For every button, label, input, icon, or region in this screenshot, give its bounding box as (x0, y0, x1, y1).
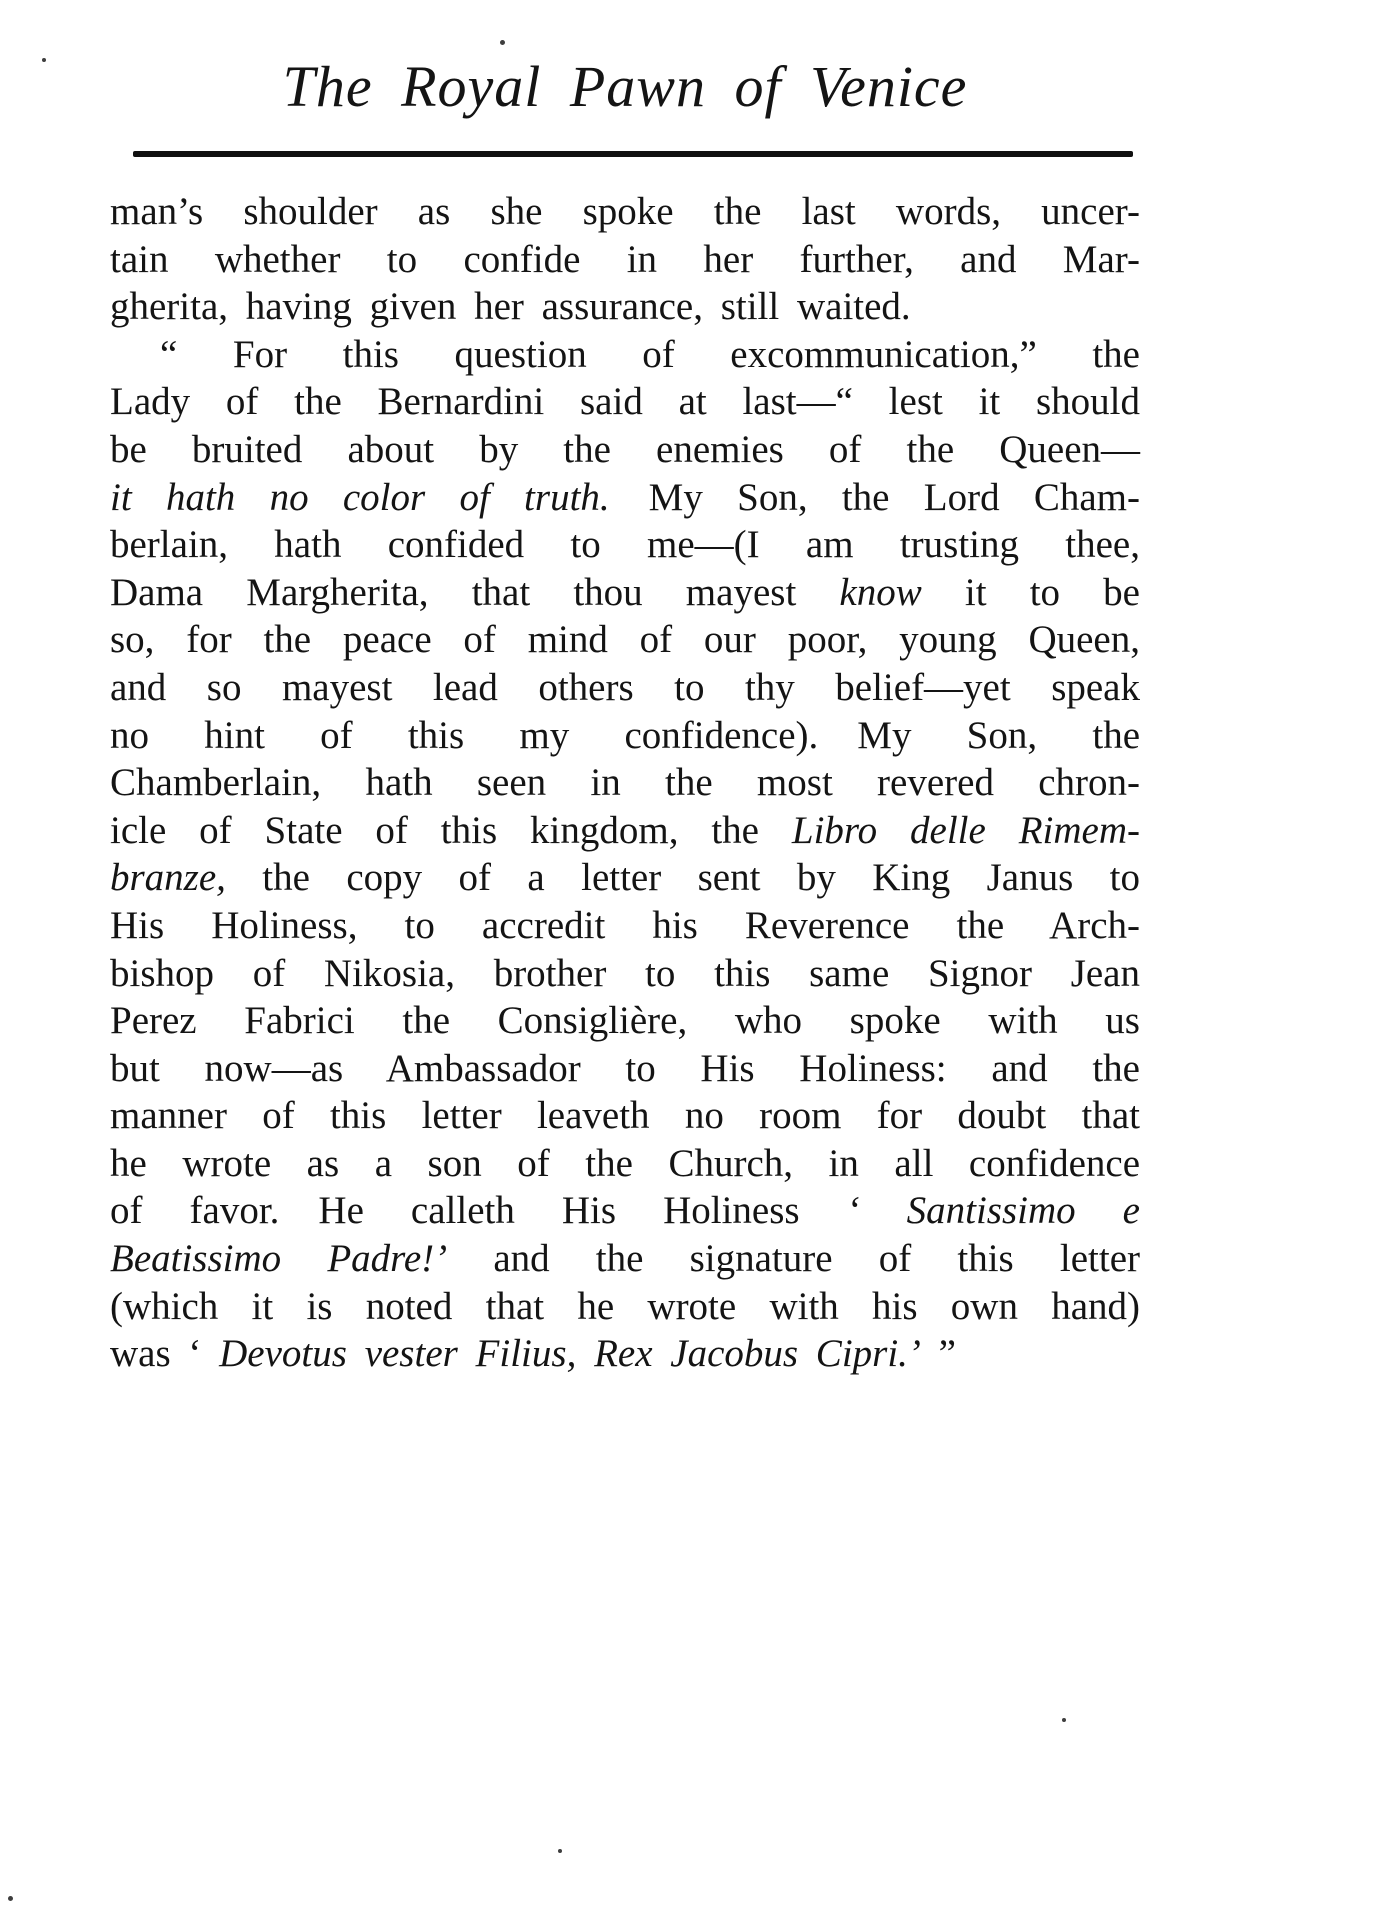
italic-text-segment: branze, (110, 856, 226, 900)
text-line (110, 997, 1140, 1045)
text-line (110, 950, 1140, 998)
text-segment: “ For this question of excommunication,” the (160, 332, 1140, 376)
text-line (110, 331, 1140, 379)
text-segment: and so mayest lead others to thy belief—yet speak (110, 665, 1140, 709)
text-segment: no hint of this my confidence). My Son, the (110, 713, 1140, 757)
text-segment: ” (920, 1332, 956, 1376)
body-text (110, 188, 1140, 1378)
text-line (110, 474, 1140, 522)
text-line (110, 1045, 1140, 1093)
scan-speck (500, 40, 505, 45)
text-line (110, 188, 1140, 236)
text-line (110, 1187, 1140, 1235)
text-segment: tain whether to confide in her further, and Mar- (110, 237, 1140, 281)
italic-text-segment: know (839, 570, 922, 614)
text-line (110, 759, 1140, 807)
text-line (110, 1283, 1140, 1331)
text-segment: of favor. He calleth His Holiness (110, 1189, 847, 1233)
text-line (110, 426, 1140, 474)
title-rule (133, 151, 1133, 157)
text-line (110, 569, 1140, 617)
text-segment: Lady of the Bernardini said at last—“ lest it should (110, 380, 1140, 424)
text-segment: gherita, having given her assurance, still waited. (110, 285, 911, 329)
text-segment: the copy of a letter sent by King Janus to (225, 856, 1140, 900)
text-line (110, 854, 1140, 902)
text-segment: Dama Margherita, that thou mayest (110, 570, 840, 614)
text-segment: it to be (921, 570, 1140, 614)
text-segment: so, for the peace of mind of our poor, young Queen, (110, 618, 1140, 662)
text-segment: berlain, hath confided to me—(I am trusting thee, (110, 523, 1140, 567)
italic-text-segment: Devotus vester Filius, Rex Jacobus Cipri.’ (219, 1332, 921, 1376)
text-segment: My Son, the Lord Cham- (609, 475, 1141, 519)
text-segment: manner of this letter leaveth no room for doubt that (110, 1094, 1140, 1138)
text-line (110, 664, 1140, 712)
text-line (110, 378, 1140, 426)
text-segment: Perez Fabrici the Consiglière, who spoke with us (110, 999, 1140, 1043)
text-line (110, 283, 1140, 331)
text-line (110, 1235, 1140, 1283)
text-line (110, 712, 1140, 760)
text-line (110, 807, 1140, 855)
page-title: The Royal Pawn of Venice (282, 54, 968, 119)
text-segment: be bruited about by the enemies of the Queen— (110, 427, 1140, 471)
text-segment: bishop of Nikosia, brother to this same Signor Jean (110, 951, 1140, 995)
text-line (110, 521, 1140, 569)
text-line (110, 236, 1140, 284)
text-segment: he wrote as a son of the Church, in all confidence (110, 1141, 1140, 1185)
text-segment: (which it is noted that he wrote with his own hand) (110, 1284, 1140, 1328)
text-segment: Chamberlain, hath seen in the most revered chron- (110, 761, 1140, 805)
text-line (110, 1092, 1140, 1140)
text-segment: was ‘ (110, 1332, 220, 1376)
italic-text-segment: ‘ Santissimo e (846, 1189, 1140, 1233)
italic-text-segment: it hath no color of truth. (110, 475, 610, 519)
text-segment: icle of State of this kingdom, the (110, 808, 792, 852)
text-segment: man’s shoulder as she spoke the last words, uncer- (110, 190, 1140, 233)
text-segment: and the signature of this letter (447, 1237, 1140, 1281)
text-line (110, 1330, 1140, 1378)
scan-speck (558, 1849, 562, 1853)
text-line (110, 902, 1140, 950)
text-line (110, 616, 1140, 664)
italic-text-segment: Libro delle Rimem- (791, 808, 1140, 852)
text-segment: but now—as Ambassador to His Holiness: and the (110, 1046, 1140, 1090)
text-line (110, 1140, 1140, 1188)
text-segment: His Holiness, to accredit his Reverence the Arch- (110, 903, 1140, 947)
scan-speck (42, 58, 46, 62)
italic-text-segment: Beatissimo Padre!’ (110, 1237, 448, 1281)
scan-speck (1062, 1718, 1066, 1722)
scan-speck (8, 1896, 13, 1901)
